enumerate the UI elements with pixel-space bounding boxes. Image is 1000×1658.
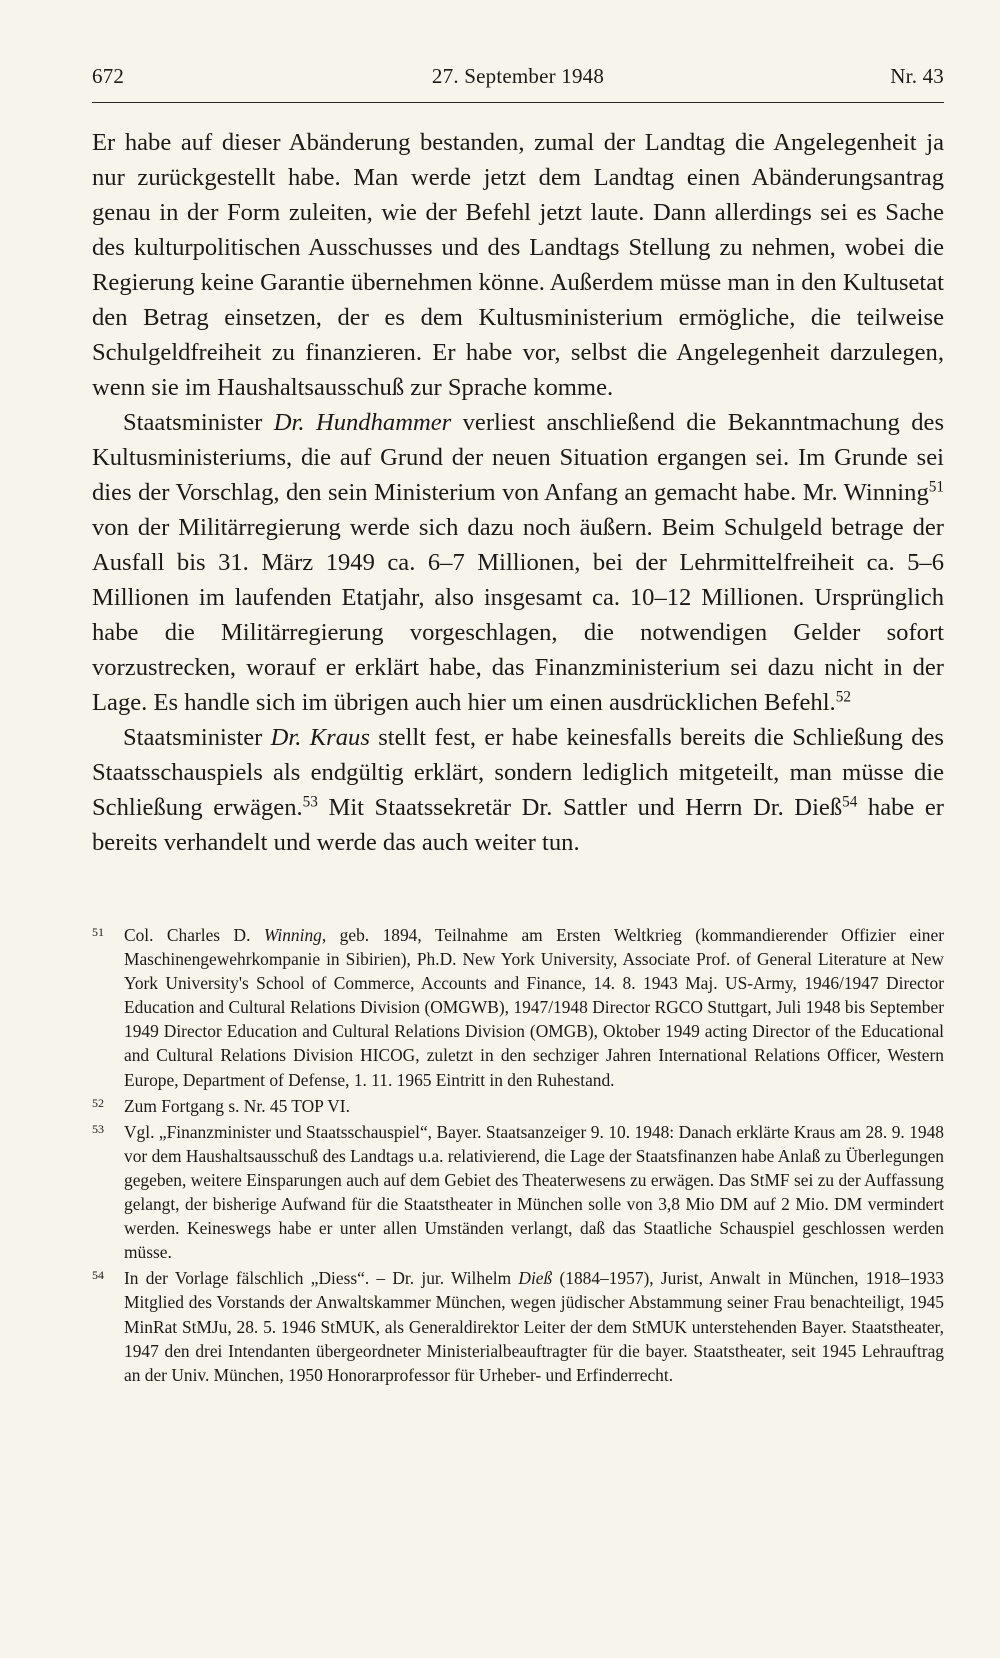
footnote-person-name: Winning [263, 925, 322, 945]
running-header [92, 60, 944, 103]
footnote-ref-54: 54 [842, 793, 858, 811]
main-text [92, 125, 944, 860]
footnote-number: 51 [92, 925, 104, 939]
paragraph-3-text-c: habe er bereits verhandelt und werde das auch weiter tun. [92, 794, 944, 856]
page-number: 672 [92, 64, 125, 88]
footnote-number: 53 [92, 1121, 104, 1136]
paragraph-2-text-b: von der Militärregierung werde sich dazu noch äußern. Beim Schulgeld betrage der Ausfall bis 31. März 1949 ca. 6–7 Millionen, bei der Lehrmittelfreiheit ca. 5–6 Millionen im laufenden Etatjahr, also insgesamt ca. 10–12 Millionen. Ursprünglich habe die Militärregierung vorgeschlagen, die notwendigen Gelder sofort vorzustrecken, worauf er erklärt habe, das Finanzministerium sei dazu nicht in der Lage. Es handle sich im übrigen auch hier um einen ausdrücklichen Befehl. [92, 514, 944, 716]
footnote-text-part: Col. Charles D. [124, 925, 264, 945]
speaker-name-kraus: Dr. Kraus [270, 724, 370, 751]
footnote-person-name: Dieß [518, 1268, 553, 1289]
paragraph-2 [92, 405, 944, 720]
paragraph-3-intro: Staatsminister [123, 724, 271, 751]
footnote-number: 54 [92, 1268, 104, 1283]
footnote-text: Zum Fortgang s. Nr. 45 TOP VI. [124, 1095, 350, 1116]
footnote-text-part: , geb. 1894, Teilnahme am Ersten Weltkrieg (kommandierender Offizier einer Maschinengewehrkompanie in Sibirien), Ph.D. New York University, Associate Prof. of General Literature at New York University's School of Commerce, Accounts and Finance, 14. 8. 1943 Maj. US-Army, 1946/1947 Director Education and Cultural Relations Division (OMGWB), 1947/1948 Director RGCO Stuttgart, Juli 1948 bis September 1949 Director Education and Cultural Relations Division (OMGB), Oktober 1949 acting Director of the Educational and Cultural Relations Division HICOG, zuletzt in den sechziger Jahren International Relations Officer, Western Europe, Department of Defense, 1. 11. 1965 Eintritt in den Ruhestand. [124, 925, 945, 1090]
footnote-ref-52: 52 [835, 688, 851, 706]
footnote [92, 923, 944, 1092]
footnote-ref-53: 53 [302, 793, 318, 811]
footnote [92, 1094, 944, 1118]
footnote-ref-51: 51 [928, 478, 944, 496]
footnote-text-part: (1884–1957), Jurist, Anwalt in München, 1918–1933 Mitglied des Vorstands der Anwaltskammer München, wegen jüdischer Abstammung seiner Frau benachteiligt, 1945 MinRat StMJu, 28. 5. 1946 StMUK, als Generaldirektor Leiter der dem StMUK unterstehenden Bayer. Staatstheater, 1947 den drei Intendanten übergeordneter Ministerialbeauftragter für die bayer. Staatstheater, seit 1945 Lehrauftrag an der Univ. München, 1950 Honorarprofessor für Urheber- und Erfinderrecht. [124, 1268, 944, 1385]
footnote-text-part: In der Vorlage fälschlich „Diess“. – Dr. jur. Wilhelm [124, 1268, 519, 1289]
paragraph-2-text-a: verliest anschließend die Bekanntmachung des Kultusministeriums, die auf Grund der neuen Situation ergangen sei. Im Grunde sei dies der Vorschlag, den sein Ministerium von Anfang an gemacht habe. Mr. Winning [92, 409, 945, 506]
footnote [92, 1120, 944, 1265]
issue-number: Nr. 43 [890, 64, 944, 88]
paragraph-1: Er habe auf dieser Abänderung bestanden, zumal der Landtag die Angelegenheit ja nur zurückgestellt habe. Man werde jetzt dem Landtag einen Abänderungsantrag genau in der Form zuleiten, wie der Befehl jetzt laute. Dann allerdings sei es Sache des kulturpolitischen Ausschusses und des Landtags Stellung zu nehmen, wobei die Regierung keine Garantie übernehmen könne. Außerdem müsse man in den Kultusetat den Betrag einsetzen, der es dem Kultusministerium ermögliche, die teilweise Schulgeldfreiheit zu finanzieren. Er habe vor, selbst die Angelegenheit darzulegen, wenn sie im Haushaltsausschuß zur Sprache komme. [92, 129, 944, 401]
footnote-text [124, 1266, 944, 1386]
paragraph-3-text-b: Mit Staatssekretär Dr. Sattler und Herrn Dr. Dieß [317, 794, 843, 821]
paragraph-3 [92, 720, 944, 860]
speaker-name-hundhammer: Dr. Hundhammer [273, 409, 452, 436]
footnote-text: Vgl. „Finanzminister und Staatsschauspiel“, Bayer. Staatsanzeiger 9. 10. 1948: Danach erklärte Kraus am 28. 9. 1948 vor dem Haushaltsausschuß des Landtags u.a. relativierend, die Lage der Staatsfinanzen habe Anlaß zu Überlegungen gegeben, weitere Einsparungen auch auf dem Gebiet des Theaterwesens zu erwägen. Das StMF sei zu der Auffassung gelangt, der bisherige Aufwand für die Staatstheater in München solle von 3,8 Mio DM auf 2 Mio. DM vermindert werden. Keineswegs habe er unter allen Umständen verlangt, daß das Staatliche Schauspiel geschlossen werden müsse. [124, 1121, 944, 1263]
footnote-text [124, 923, 944, 1092]
footnote [92, 1266, 944, 1386]
footnote-number: 52 [92, 1095, 104, 1110]
header-date: 27. September 1948 [431, 64, 605, 88]
paragraph-2-intro: Staatsminister [123, 409, 274, 436]
paragraph-3-text-a: stellt fest, er habe keinesfalls bereits die Schließung des Staatsschauspiels als endgültig erklärt, sondern lediglich mitgeteilt, man müsse die Schließung erwägen. [92, 724, 944, 821]
footnotes [92, 923, 944, 1389]
